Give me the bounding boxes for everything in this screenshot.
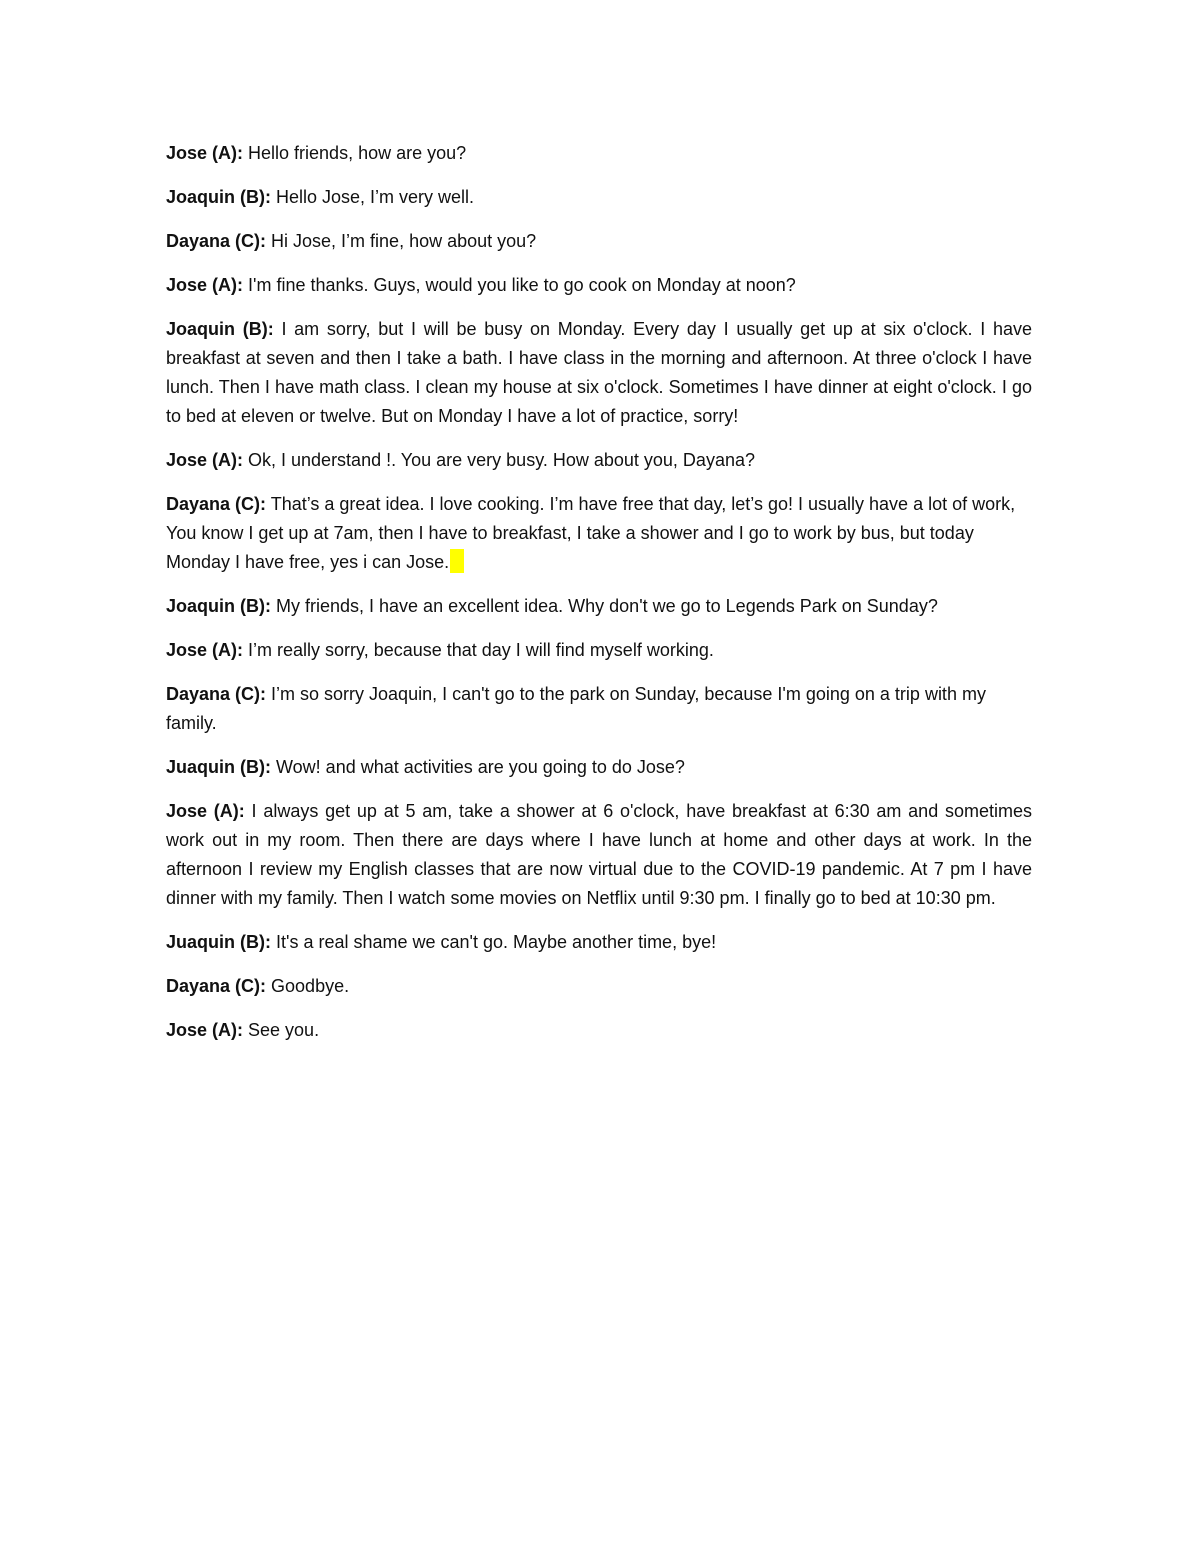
dialogue-text: I always get up at 5 am, take a shower at 6 o'clock, have breakfast at 6:30 am and sometimes work out in my room. Then there are days where I have lunch at home and other days at work. In the afternoon I review my English classes that are now virtual due to the COVID-19 pandemic. At 7 pm I have dinner with my family. Then I watch some movies on Netflix until 9:30 pm. I finally go to bed at 10:30 pm. — [166, 801, 1032, 908]
dialogue-text: I’m so sorry Joaquin, I can't go to the park on Sunday, because I'm going on a trip with my family. — [166, 684, 986, 733]
dialogue-line — [166, 183, 1032, 212]
dialogue-line — [166, 271, 1032, 300]
speaker-label: Jose (A): — [166, 1020, 244, 1040]
dialogue-text: That’s a great idea. I love cooking. I’m have free that day, let’s go! I usually have a lot of work, You know I get up at 7am, then I have to breakfast, I take a shower and I go to work by bus, but today Monday I have free, yes i can Jose. — [166, 494, 1016, 572]
dialogue-line — [166, 928, 1032, 957]
dialogue-text: Hello Jose, I’m very well. — [271, 187, 475, 207]
speaker-label: Joaquin (B): — [166, 319, 274, 339]
dialogue-line — [166, 1016, 1032, 1045]
speaker-label: Jose (A): — [166, 450, 244, 470]
dialogue-text: I'm fine thanks. Guys, would you like to go cook on Monday at noon? — [243, 275, 796, 295]
dialogue-text: I’m really sorry, because that day I will find myself working. — [243, 640, 714, 660]
dialogue-line — [166, 227, 1032, 256]
speaker-label: Juaquin (B): — [166, 757, 271, 777]
dialogue-line — [166, 592, 1032, 621]
dialogue-line — [166, 315, 1032, 431]
dialogue-line — [166, 139, 1032, 168]
dialogue-text: It's a real shame we can't go. Maybe another time, bye! — [271, 932, 717, 952]
dialogue-line — [166, 446, 1032, 475]
dialogue-text: Goodbye. — [266, 976, 350, 996]
dialogue-text: Ok, I understand !. You are very busy. How about you, Dayana? — [243, 450, 755, 470]
speaker-label: Jose (A): — [166, 143, 244, 163]
dialogue-line — [166, 797, 1032, 913]
speaker-label: Jose (A): — [166, 640, 244, 660]
highlight-mark — [450, 549, 464, 573]
speaker-label: Juaquin (B): — [166, 932, 271, 952]
dialogue-text: My friends, I have an excellent idea. Why don't we go to Legends Park on Sunday? — [271, 596, 938, 616]
dialogue-text: Wow! and what activities are you going to do Jose? — [271, 757, 685, 777]
speaker-label: Joaquin (B): — [166, 187, 271, 207]
dialogue-line — [166, 972, 1032, 1001]
dialogue-body — [166, 139, 1032, 1060]
speaker-label: Joaquin (B): — [166, 596, 271, 616]
dialogue-text: Hello friends, how are you? — [243, 143, 467, 163]
speaker-label: Jose (A): — [166, 801, 245, 821]
speaker-label: Dayana (C): — [166, 494, 267, 514]
dialogue-line — [166, 680, 1032, 738]
dialogue-text: See you. — [243, 1020, 320, 1040]
dialogue-text: Hi Jose, I’m fine, how about you? — [266, 231, 537, 251]
speaker-label: Dayana (C): — [166, 684, 267, 704]
speaker-label: Jose (A): — [166, 275, 244, 295]
speaker-label: Dayana (C): — [166, 231, 267, 251]
dialogue-line — [166, 636, 1032, 665]
dialogue-text: I am sorry, but I will be busy on Monday. Every day I usually get up at six o'clock. I have breakfast at seven and then I take a bath. I have class in the morning and afternoon. At three o'clock I have lunch. Then I have math class. I clean my house at six o'clock. Sometimes I have dinner at eight o'clock. I go to bed at eleven or twelve. But on Monday I have a lot of practice, sorry! — [166, 319, 1032, 426]
speaker-label: Dayana (C): — [166, 976, 267, 996]
dialogue-line — [166, 490, 1032, 577]
dialogue-line — [166, 753, 1032, 782]
